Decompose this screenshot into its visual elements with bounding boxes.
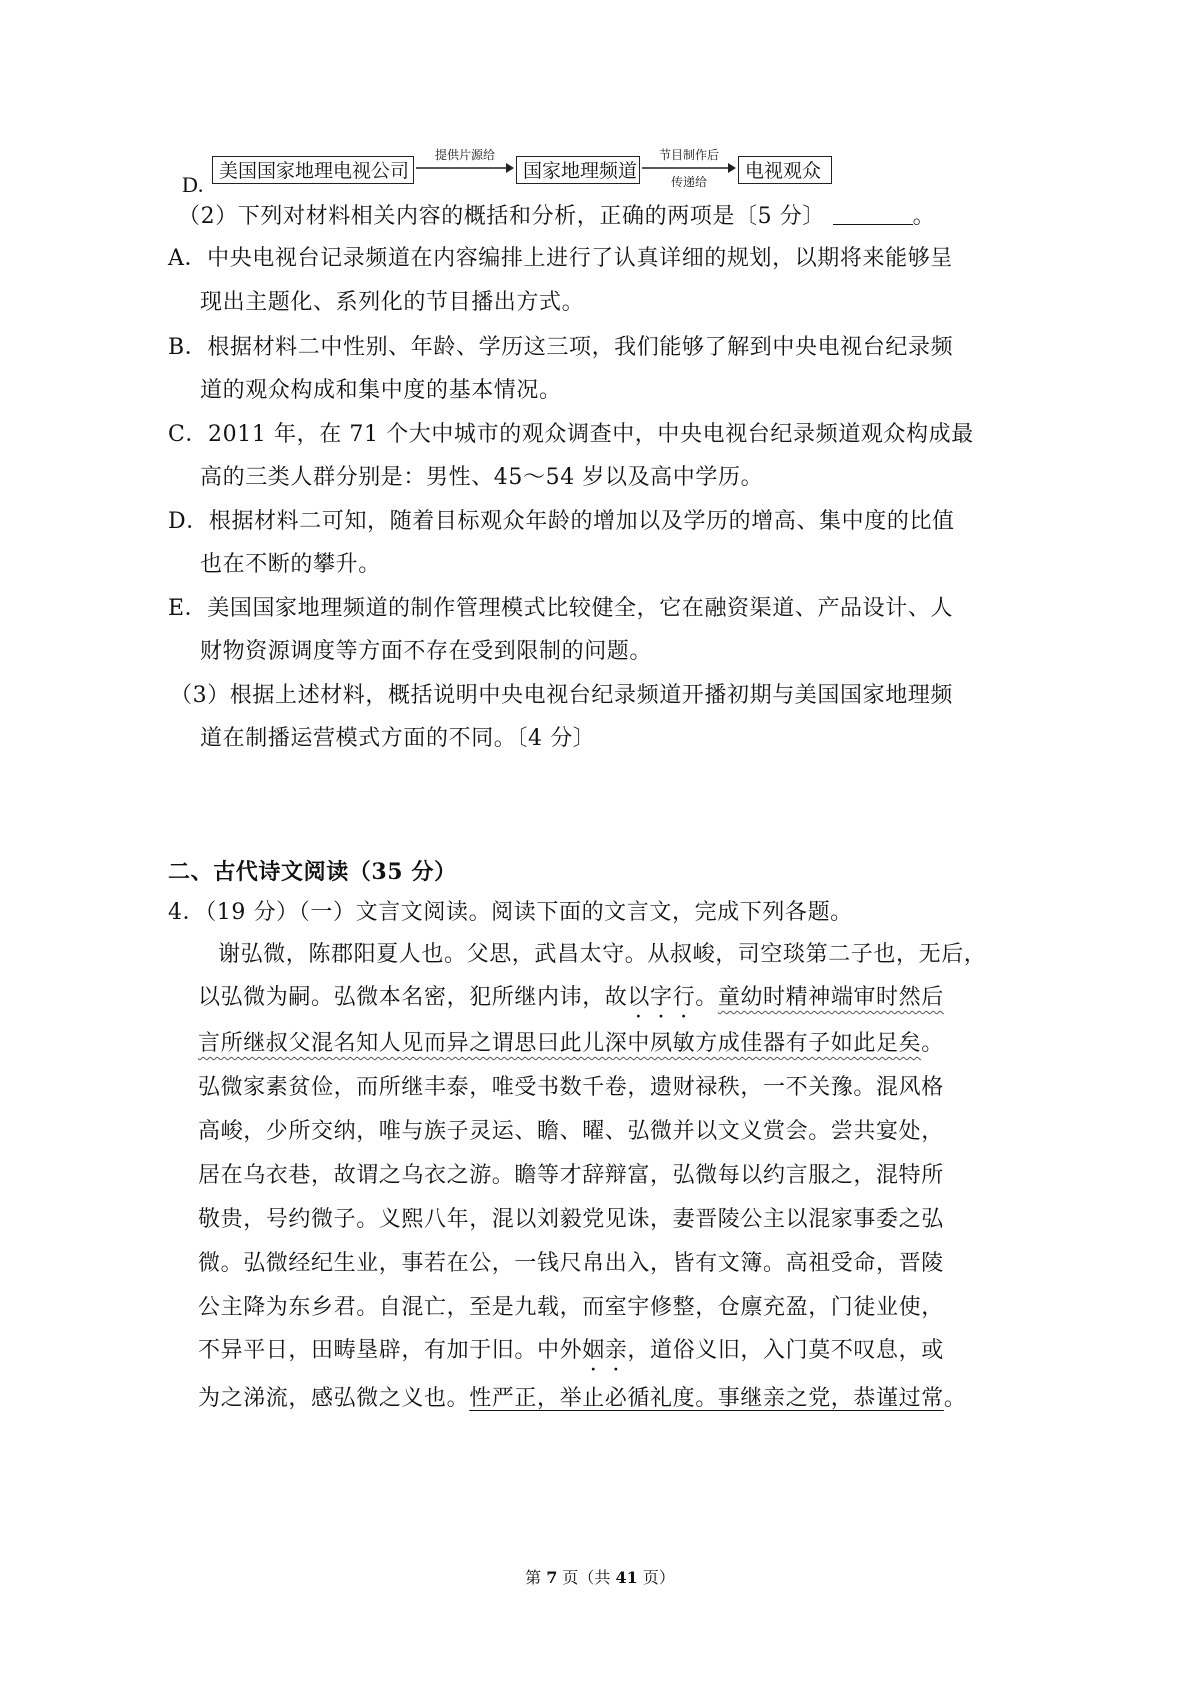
q3-line1: （3）根据上述材料，概括说明中央电视台纪录频道开播初期与美国国家地理频 bbox=[170, 683, 953, 708]
passage-line: 弘微家素贫俭，而所继丰泰，唯受书数千卷，遗财禄秩，一不关豫。混风格 bbox=[198, 1075, 944, 1100]
underlined-text: 性严正，举止必循礼度。事继亲之党，恭谨过常 bbox=[469, 1386, 944, 1411]
flow-diagram bbox=[182, 148, 942, 198]
flow-arrow-1 bbox=[416, 148, 514, 194]
q2-option-d-line1: D．根据材料二可知，随着目标观众年龄的增加以及学历的增高、集中度的比值 bbox=[168, 509, 955, 534]
q2-option-e-line2: 财物资源调度等方面不存在受到限制的问题。 bbox=[200, 639, 653, 664]
q2-option-a-line1: A．中央电视台记录频道在内容编排上进行了认真详细的规划，以期将来能够呈 bbox=[168, 246, 953, 271]
passage-line: 高峻，少所交纳，唯与族子灵运、瞻、曜、弘微并以文义赏会。尝共宴处， bbox=[198, 1119, 944, 1144]
flow-arrow-label-top: 节目制作后 bbox=[658, 148, 719, 162]
flow-box-company: 美国国家地理电视公司 bbox=[212, 156, 414, 184]
passage-line: 微。弘微经纪生业，事若在公，一钱尺帛出入，皆有文簿。高祖受命，晋陵 bbox=[198, 1251, 944, 1276]
page-number: 7 bbox=[546, 1568, 558, 1587]
page-footer: 第 7 页（共 41 页） bbox=[525, 1568, 675, 1587]
passage-line: 以弘微为嗣。弘微本名密，犯所继内讳，故以字行。童幼时精神端审时然后 bbox=[198, 985, 944, 1010]
emphasis-char: 以 bbox=[627, 985, 651, 1010]
arrow-right-icon bbox=[642, 162, 736, 174]
q2-option-b-line1: B．根据材料二中性别、年龄、学历这三项，我们能够了解到中央电视台纪录频 bbox=[168, 335, 954, 360]
passage-line: 居在乌衣巷，故谓之乌衣之游。瞻等才辞辩富，弘微每以约言服之，混特所 bbox=[198, 1163, 944, 1188]
wavy-underlined-text: 言所继叔父混名知人见而异之谓思曰此儿深中夙敏方成佳器有子如此足矣 bbox=[198, 1031, 922, 1056]
q2-prompt: （2）下列对材料相关内容的概括和分析，正确的两项是〔5 分〕 。 bbox=[178, 204, 936, 229]
flow-arrow-label: 提供片源给 bbox=[434, 148, 495, 162]
passage-line: 公主降为东乡君。自混亡，至是九载，而室宇修整，仓廪充盈，门徒业使， bbox=[198, 1295, 944, 1320]
passage-line: 敬贵，号约微子。义熙八年，混以刘毅党见诛，妻晋陵公主以混家事委之弘 bbox=[198, 1207, 944, 1232]
q3-line2: 道在制播运营模式方面的不同。〔4 分〕 bbox=[200, 726, 596, 751]
q2-option-a-line2: 现出主题化、系列化的节目播出方式。 bbox=[200, 290, 585, 315]
passage-line: 为之涕流，感弘微之义也。性严正，举止必循礼度。事继亲之党，恭谨过常。 bbox=[198, 1386, 967, 1411]
passage-line: 不异平日，田畴垦辟，有加于旧。中外姻亲，道俗义旧，入门莫不叹息，或 bbox=[198, 1338, 944, 1363]
flow-box-audience: 电视观众 bbox=[738, 156, 832, 184]
emphasis-char: 姻 bbox=[582, 1338, 605, 1363]
passage-line: 言所继叔父混名知人见而异之谓思曰此儿深中夙敏方成佳器有子如此足矣。 bbox=[198, 1031, 944, 1056]
q2-option-d-line2: 也在不断的攀升。 bbox=[200, 552, 381, 577]
emphasis-char: 行 bbox=[672, 985, 696, 1010]
flow-arrow-label-bottom: 传递给 bbox=[670, 175, 707, 189]
answer-blank bbox=[833, 204, 913, 225]
passage-line: 谢弘微，陈郡阳夏人也。父思，武昌太守。从叔峻，司空琰第二子也，无后， bbox=[218, 942, 987, 967]
flow-arrow-2 bbox=[642, 148, 736, 194]
flow-box-channel: 国家地理频道 bbox=[516, 156, 640, 184]
q2-option-e-line1: E．美国国家地理频道的制作管理模式比较健全，它在融资渠道、产品设计、人 bbox=[168, 596, 954, 621]
emphasis-char: 亲 bbox=[604, 1338, 628, 1363]
option-letter: D. bbox=[182, 172, 204, 197]
q2-option-b-line2: 道的观众构成和集中度的基本情况。 bbox=[200, 378, 562, 403]
q4-header: 4．（19 分）（一）文言文阅读。阅读下面的文言文，完成下列各题。 bbox=[168, 900, 853, 925]
q2-option-c-line1: C．2011 年，在 71 个大中城市的观众调查中，中央电视台纪录频道观众构成最 bbox=[168, 422, 974, 447]
arrow-right-icon bbox=[416, 162, 514, 174]
page-total: 41 bbox=[615, 1568, 638, 1587]
section-heading: 二、古代诗文阅读（35 分） bbox=[168, 859, 457, 885]
emphasis-char: 字 bbox=[650, 985, 673, 1010]
q2-option-c-line2: 高的三类人群分别是：男性、45～54 岁以及高中学历。 bbox=[200, 465, 764, 490]
wavy-underlined-text: 童幼时精神端审时然后 bbox=[717, 985, 944, 1010]
